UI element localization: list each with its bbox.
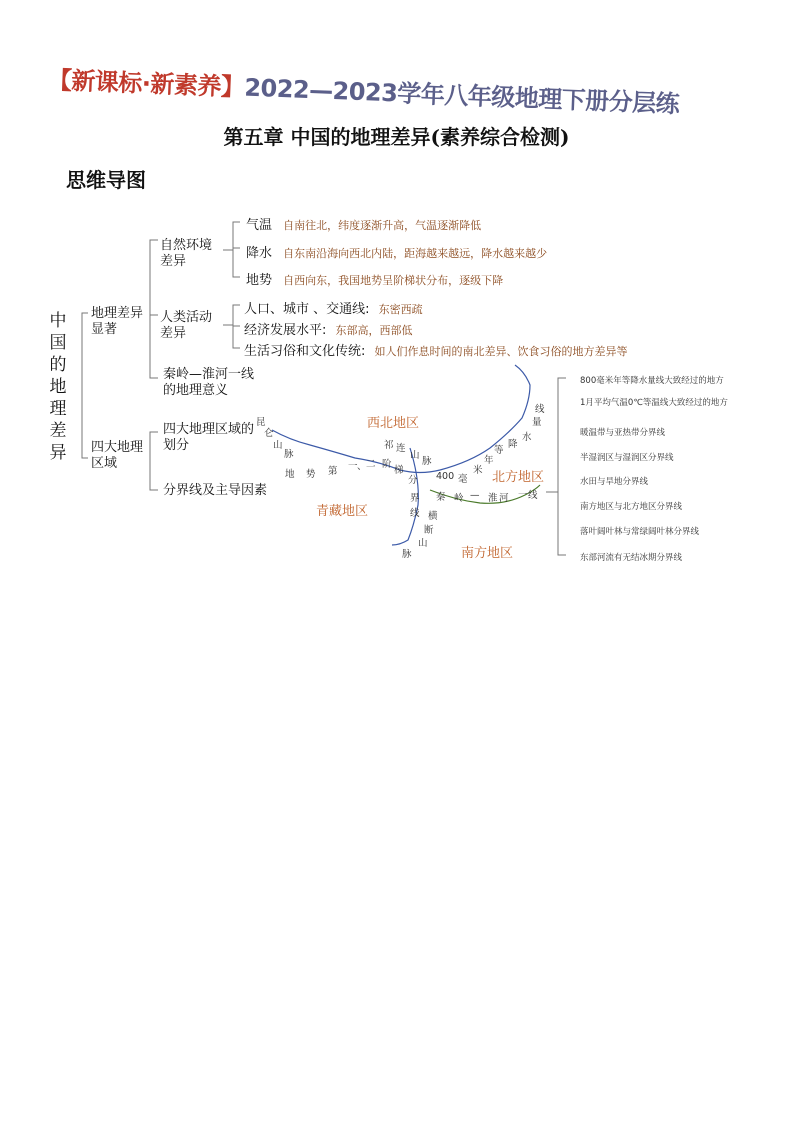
map-char: 毫 [458, 474, 468, 485]
leaf-value: 自南往北，纬度逐渐升高，气温逐渐降低 [283, 219, 482, 232]
leaf-value: 东部高，西部低 [335, 324, 413, 337]
map-char: 、 [357, 461, 367, 472]
leaf-customs [244, 340, 627, 359]
map-char: 分 [408, 475, 418, 486]
map-char: 岭 [454, 493, 464, 504]
map-char: 山 [410, 450, 420, 461]
map-char: 脉 [284, 449, 294, 460]
leaf-population [244, 298, 423, 317]
map-char: 断 [424, 525, 434, 536]
leaf-precipitation [246, 242, 547, 261]
map-char: 仑 [264, 428, 274, 439]
map-char: 量 [532, 417, 542, 428]
region-south: 南方地区 [461, 546, 514, 561]
mindmap-root: 中国的地理差异 [49, 311, 67, 463]
map-char: 一 [518, 490, 528, 501]
boundary-label: 800毫米年等降水量线大致经过的地方 [580, 376, 724, 386]
map-char: 地 [285, 469, 295, 480]
boundary-label: 水田与旱地分界线 [580, 477, 649, 487]
map-char: 淮 [488, 493, 498, 504]
map-char: 米 [473, 465, 483, 476]
map-char: 线 [410, 508, 420, 519]
leaf-value: 如人们作息时间的南北差异、饮食习俗的地方差异等 [374, 345, 628, 358]
section-title: 思维导图 [66, 168, 146, 192]
leaf-value: 自东南沿海向西北内陆，距海越来越远，降水越来越少 [283, 247, 548, 260]
map-char: 脉 [422, 456, 432, 467]
banner-bracket: 【新课标·新素养】 [47, 66, 245, 102]
map-char: 降 [508, 439, 518, 450]
region-qingzang: 青藏地区 [316, 504, 369, 519]
map-char: 势 [306, 469, 316, 480]
map-char: 水 [522, 432, 532, 443]
branch-geo-differences: 地理差异显著 [91, 306, 144, 337]
boundary-label: 暖温带与亚热带分界线 [580, 428, 666, 438]
node-human-differences: 人类活动差异 [160, 310, 213, 341]
leaf-value: 自西向东，我国地势呈阶梯状分布，逐级下降 [283, 274, 504, 287]
map-char: 祁 [384, 440, 394, 451]
map-char: 等 [494, 445, 504, 456]
leaf-key: 气温 [246, 218, 273, 233]
boundary-label: 东部河流有无结冰期分界线 [580, 553, 683, 563]
node-region-division: 四大地理区域的划分 [163, 422, 255, 453]
map-char: 一 [348, 461, 358, 472]
leaf-key: 地势 [246, 273, 273, 288]
leaf-economy [244, 319, 412, 338]
map-char: 昆 [256, 417, 266, 428]
map-char: 阶 [382, 459, 392, 470]
leaf-key: 生活习俗和文化传统: [244, 344, 366, 359]
map-char: 横 [428, 511, 438, 522]
leaf-key: 经济发展水平: [244, 323, 327, 338]
map-char: 脉 [402, 549, 412, 560]
map-char: 线 [535, 404, 545, 415]
banner-text: 2022—2023学年八年级地理下册分层练 [243, 73, 680, 119]
map-char: 山 [273, 440, 283, 451]
leaf-temperature [246, 214, 481, 233]
map-char: 梯 [394, 465, 404, 476]
map-char: 河 [499, 493, 509, 504]
leaf-key: 人口、城市 、交通线: [244, 302, 370, 317]
chapter-title: 第五章 中国的地理差异(素养综合检测) [223, 125, 570, 149]
map-char: — [470, 490, 480, 501]
boundary-label: 落叶阔叶林与常绿阔叶林分界线 [580, 527, 700, 537]
boundary-label: 半湿润区与湿润区分界线 [580, 453, 674, 463]
map-char: 400 [436, 471, 455, 482]
node-qinling-significance: 秦岭—淮河一线的地理意义 [163, 367, 255, 398]
map-char: 界 [410, 493, 420, 504]
map-char: 第 [328, 466, 338, 477]
map-char: 线 [528, 490, 538, 501]
leaf-key: 降水 [246, 246, 273, 261]
boundary-label: 南方地区与北方地区分界线 [580, 502, 683, 512]
branch-four-regions: 四大地理区域 [91, 440, 144, 471]
region-northwest: 西北地区 [367, 416, 420, 431]
node-natural-differences: 自然环境差异 [160, 238, 213, 269]
map-char: 山 [418, 538, 428, 549]
map-char: 连 [396, 443, 406, 454]
boundary-label: 1月平均气温0℃等温线大致经过的地方 [580, 398, 728, 408]
leaf-terrain [246, 269, 503, 288]
node-boundary-factors: 分界线及主导因素 [163, 483, 268, 498]
leaf-value: 东密西疏 [378, 303, 423, 316]
map-char: 二 [366, 459, 376, 470]
region-north: 北方地区 [492, 470, 545, 485]
map-char: 年 [484, 455, 494, 466]
map-char: 秦 [436, 492, 446, 503]
